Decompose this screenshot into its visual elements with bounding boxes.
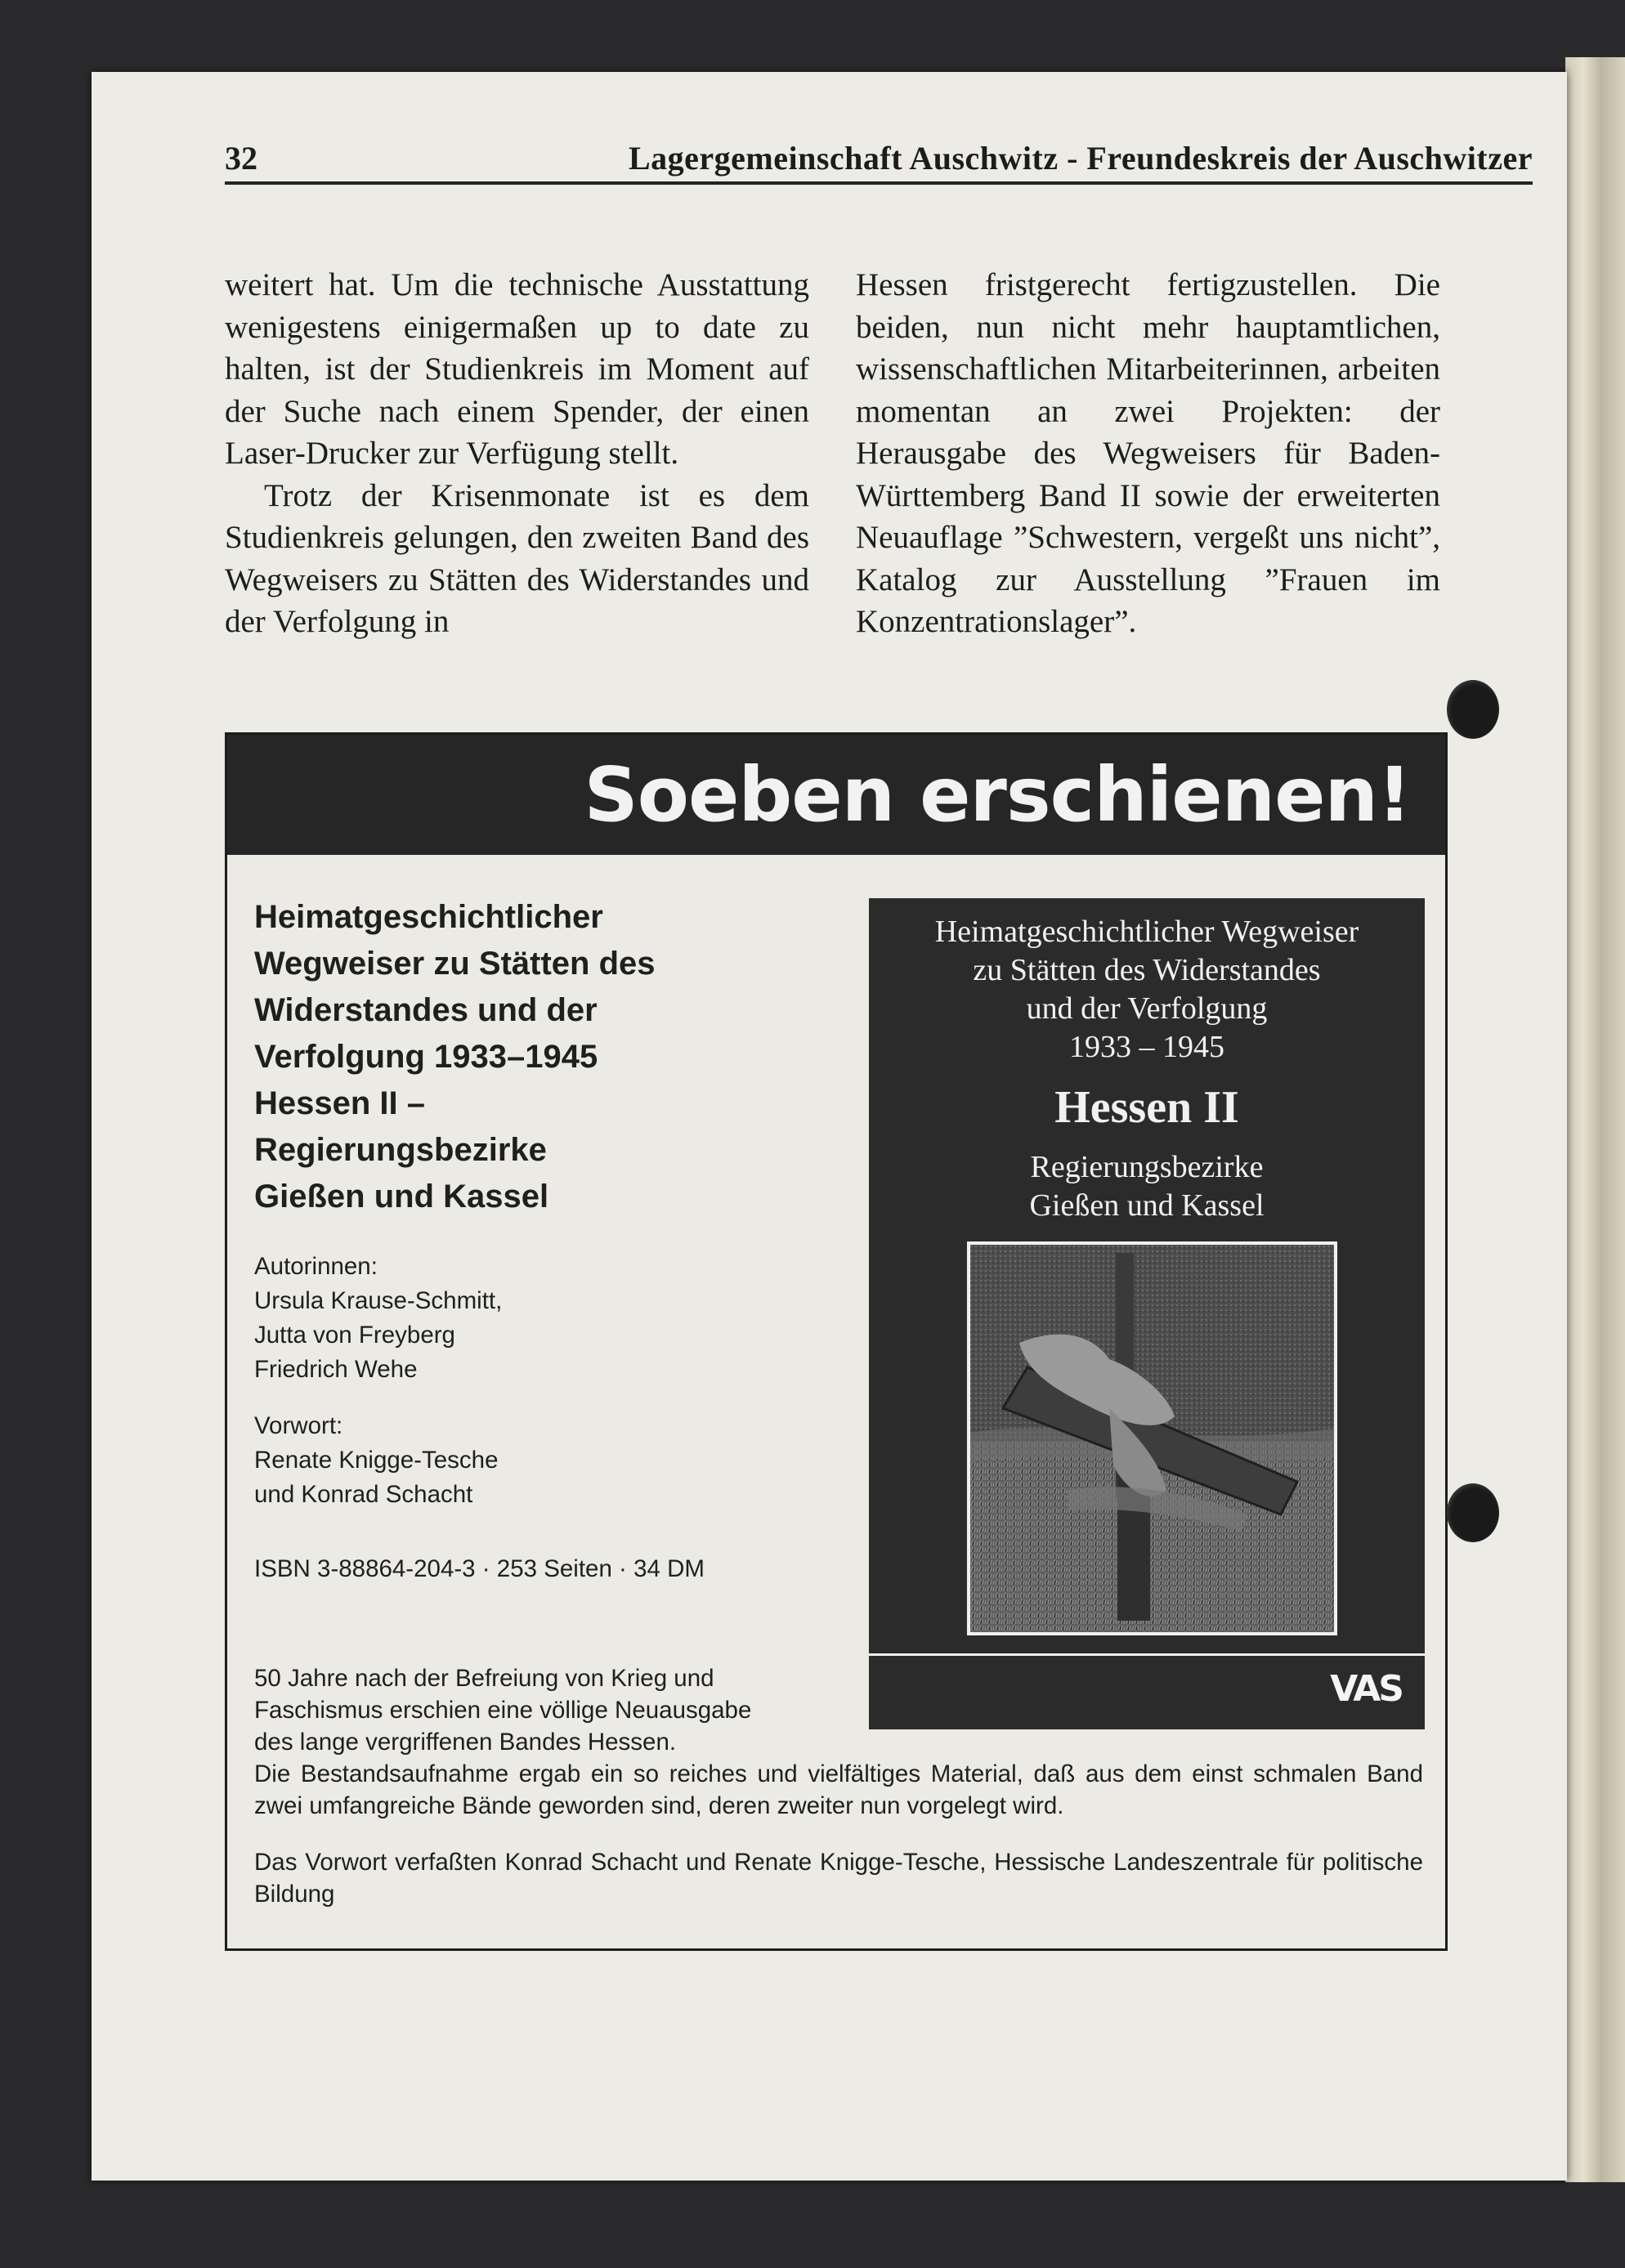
description-line: 50 Jahre nach der Befreiung von Krieg und [254,1665,714,1692]
cover-series-title [869,913,1425,1067]
isbn-line [254,1552,875,1586]
cover-volume-title: Hessen II [1054,1082,1239,1133]
book-title-line: Widerstandes und der [254,992,598,1028]
author-name: Friedrich Wehe [254,1356,418,1383]
article-left-column [225,264,809,643]
article-paragraph: Hessen fristgerecht fertigzustellen. Die beiden, nun nicht mehr hauptamtlichen, wissenschaftlichen Mitarbeiterinnen, arbeiten momentan an zwei Projekten: der Herausgabe des Wegweisers für Baden-Württemberg Band II sowie der erweiterten Neuauflage ”Schwestern, vergeßt uns nicht”, Katalog zur Ausstellung ”Frauen im Konzentrationslager”. [856,267,1440,639]
cover-subtitle [869,1148,1425,1225]
article-paragraph: Trotz der Krisenmonate ist es dem Studienkreis gelungen, den zweiten Band des Wegweisers zu Stätten des Widerstandes und der Verfolgung in [225,477,809,639]
author-name: Ursula Krause-Schmitt, [254,1287,503,1314]
book-binding-edge [1565,57,1625,2182]
book-advertisement [225,732,1448,1951]
ad-banner-headline: Soeben erschienen! [227,735,1445,855]
article-right-column [856,264,1440,643]
document-page [92,72,1567,2181]
cover-photo-memorial-cross [967,1241,1337,1635]
cover-series-line: 1933 – 1945 [1069,1030,1224,1064]
book-title [254,894,875,1220]
running-title: Lagergemeinschaft Auschwitz - Freundeskreis der Auschwitzer [628,140,1533,177]
foreword-note-text: Das Vorwort verfaßten Konrad Schacht und Renate Knigge-Tesche, Hessische Landeszentrale für politische Bildung [254,1849,1423,1908]
book-title-line: Wegweiser zu Stätten des [254,946,656,982]
authors-label: Autorinnen: [254,1253,378,1280]
description-line: des lange vergriffenen Bandes Hessen. [254,1729,677,1756]
foreword-label: Vorwort: [254,1412,343,1439]
publisher-logo-vas: VAS [1330,1668,1402,1710]
punch-hole [1447,1483,1499,1542]
foreword-block [254,1409,875,1512]
book-title-line: Heimatgeschichtlicher [254,899,603,935]
book-title-line: Gießen und Kassel [254,1179,549,1215]
description-line: Faschismus erschien eine völlige Neuausgabe [254,1697,752,1724]
article-paragraph: weitert hat. Um die technische Ausstattung wenigestens einigermaßen up to date zu halten, ist der Studienkreis im Moment auf der Suche nach einem Spender, der einen Laser-Drucker zur Verfügung stellt. [225,267,809,471]
cover-divider-line [869,1653,1425,1656]
book-cover-image [869,898,1425,1710]
authors-block [254,1250,875,1387]
cover-series-line: Heimatgeschichtlicher Wegweiser [934,915,1359,949]
cover-series-line: und der Verfolgung [1026,991,1268,1026]
memorial-cross-photo [970,1245,1334,1632]
punch-hole [1447,680,1499,739]
cover-subtitle-line: Gießen und Kassel [1029,1188,1265,1223]
author-name: Jutta von Freyberg [254,1322,455,1349]
isbn-text: ISBN 3-88864-204-3 · 253 Seiten · 34 DM [254,1555,705,1582]
cover-series-line: zu Stätten des Widerstandes [973,953,1321,987]
book-title-line: Hessen II – [254,1085,426,1121]
foreword-note [254,1846,1423,1910]
page-header [225,139,1533,185]
description-continued: Die Bestandsaufnahme ergab ein so reiches und vielfältiges Material, daß aus dem einst schmalen Band zwei umfangreiche Bände geworden sind, deren zweiter nun vorgelegt wird. [254,1760,1423,1819]
foreword-author: Renate Knigge-Tesche [254,1447,499,1474]
page-number: 32 [225,140,257,177]
book-title-line: Verfolgung 1933–1945 [254,1039,598,1075]
foreword-author: und Konrad Schacht [254,1481,473,1508]
cover-subtitle-line: Regierungsbezirke [1030,1150,1264,1184]
book-title-line: Regierungsbezirke [254,1132,547,1168]
